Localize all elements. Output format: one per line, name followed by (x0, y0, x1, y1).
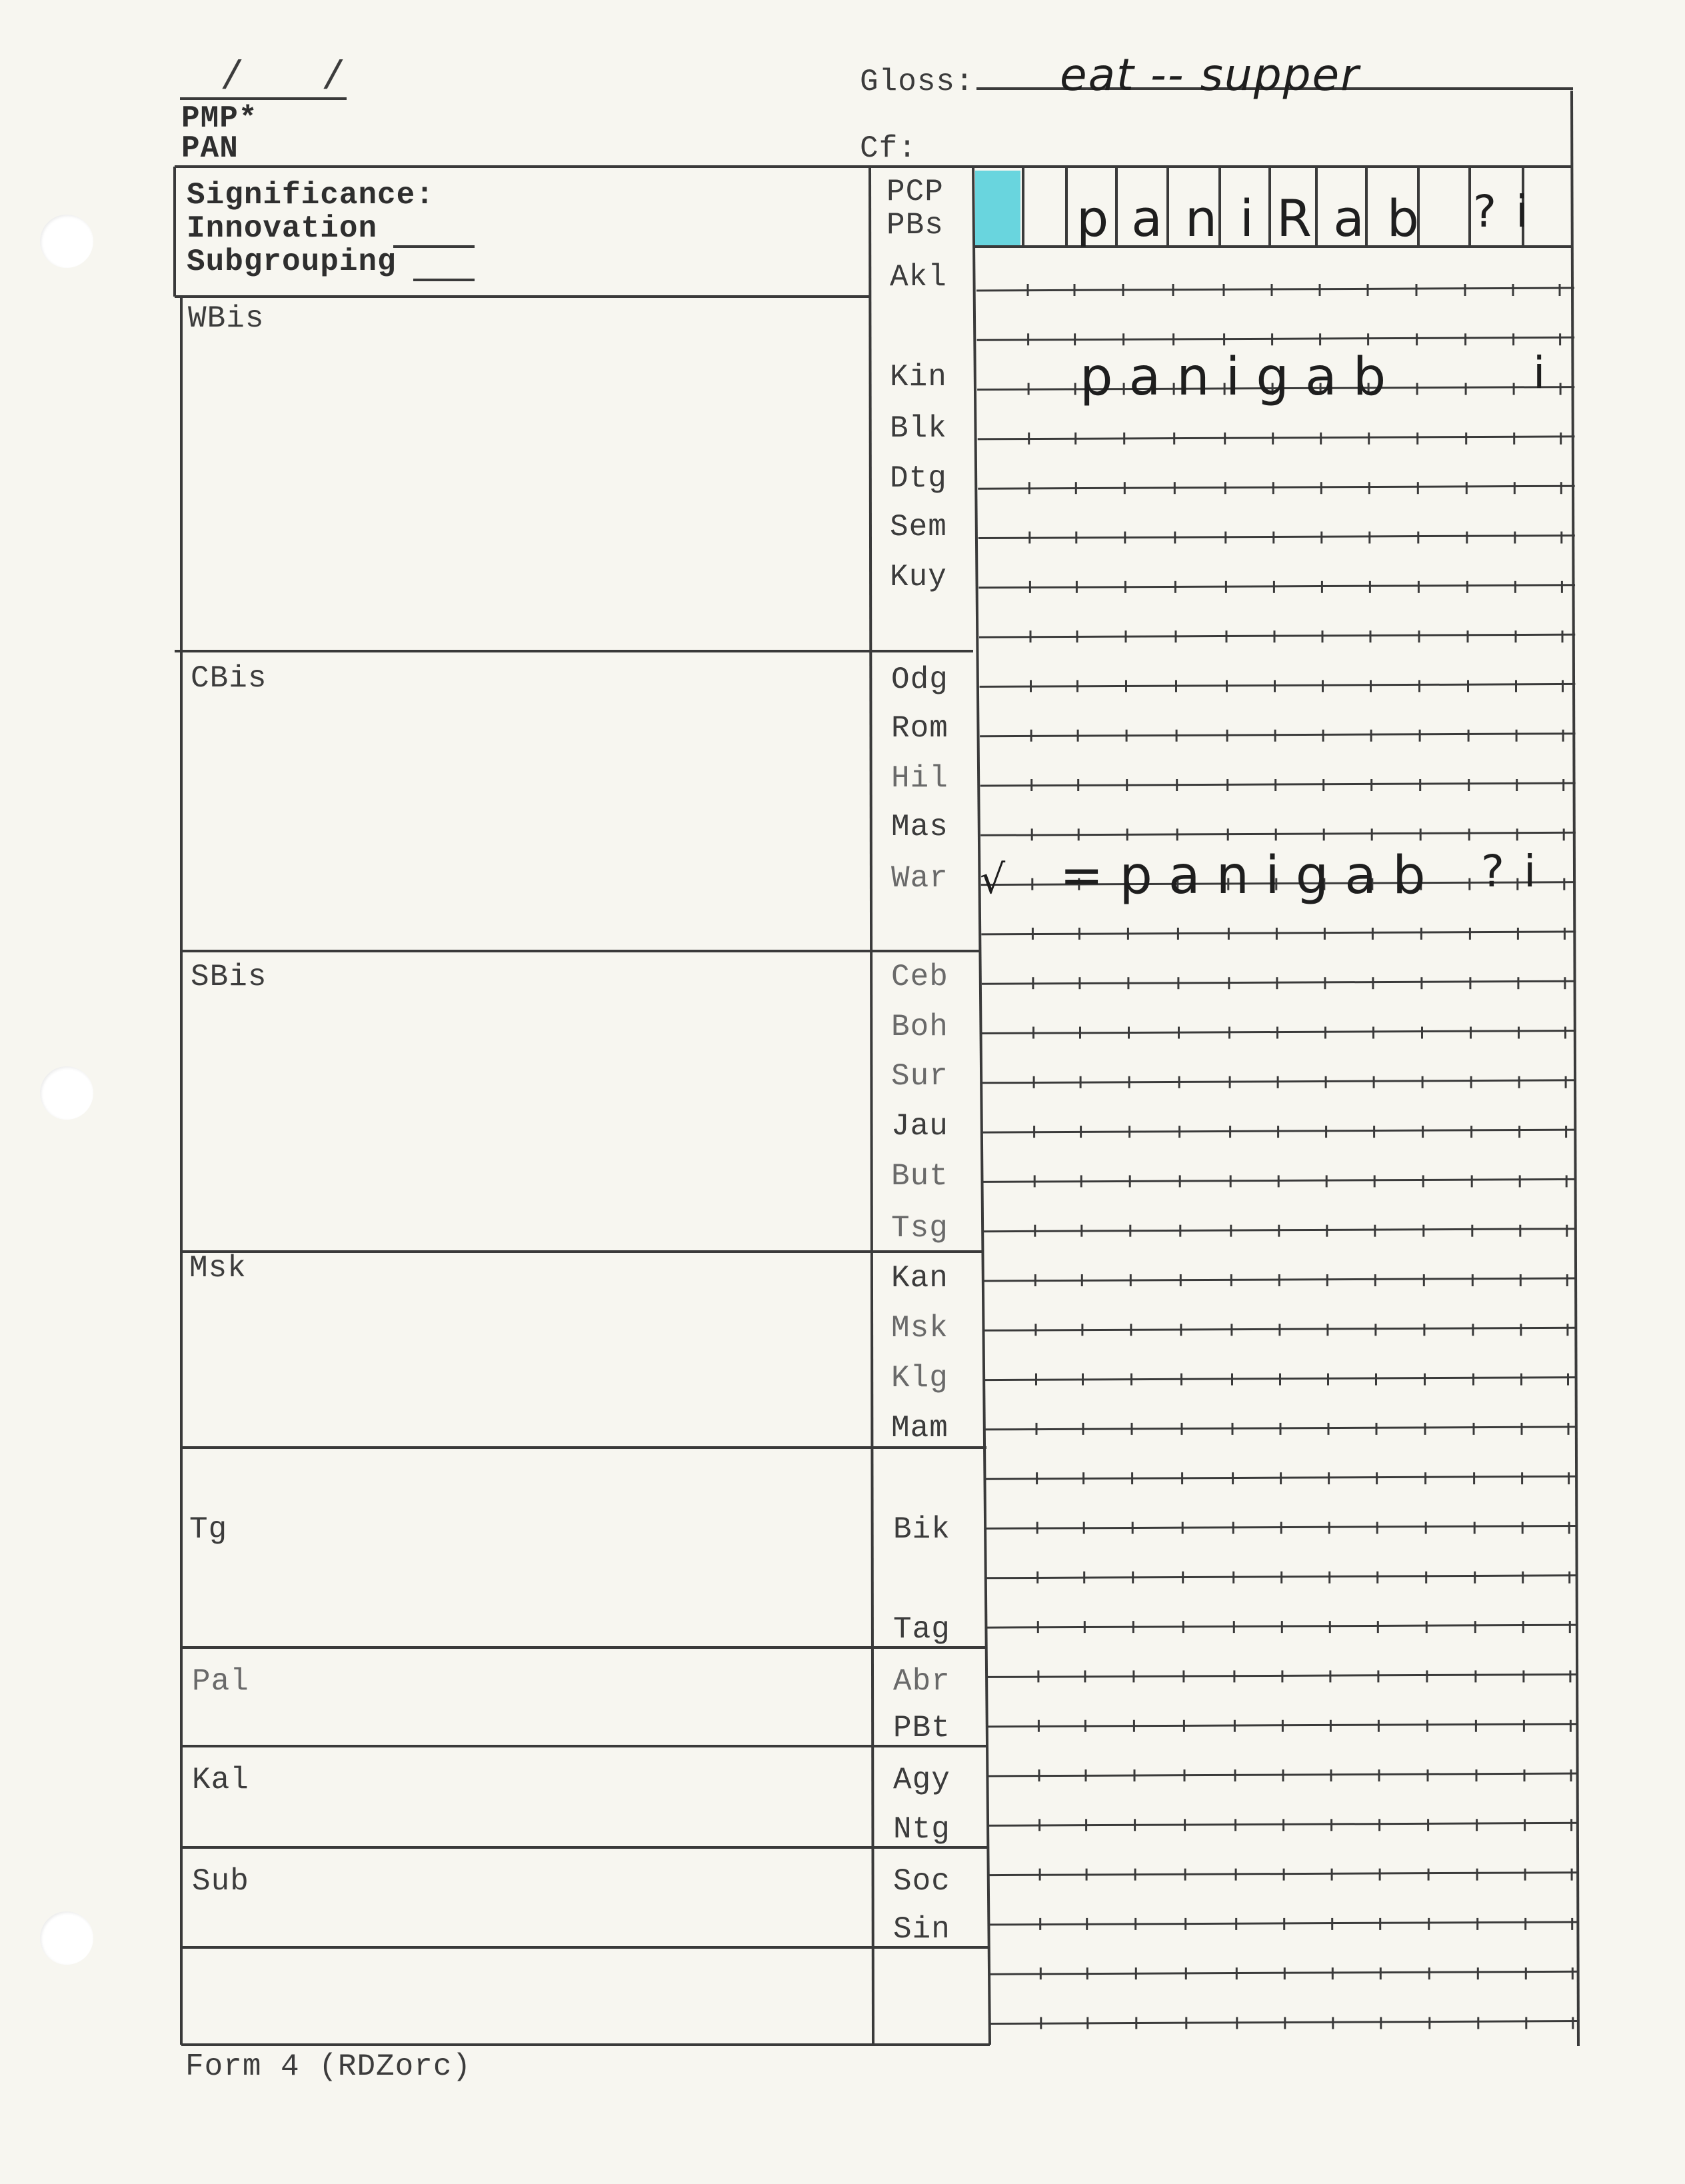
lang-but: But (891, 1159, 948, 1194)
ruled-line (978, 585, 1575, 588)
lang-kan: Kan (891, 1261, 948, 1296)
lang-sur: Sur (891, 1059, 948, 1094)
ruled-line (980, 783, 1576, 786)
ruled-line (978, 437, 1575, 439)
lang-rom: Rom (891, 711, 948, 746)
significance-title: Significance: (187, 178, 435, 213)
entry-war-check: √ (980, 856, 1006, 903)
highlight-swatch (975, 171, 1020, 245)
lang-kin: Kin (890, 360, 947, 395)
entry-pcp-form: paniRab (1076, 189, 1442, 248)
lang-sin: Sin (893, 1912, 950, 1947)
region-msk: Msk (189, 1251, 247, 1286)
ruled-line (982, 1080, 1576, 1083)
lang-soc: Soc (893, 1864, 950, 1899)
region-sub: Sub (192, 1864, 249, 1899)
region-kal: Kal (192, 1763, 249, 1797)
ruled-line (980, 832, 1576, 835)
pmp-label: PMP* (181, 101, 258, 136)
lang-mam: Mam (891, 1411, 948, 1446)
cf-label: Cf: (860, 131, 917, 166)
ruled-line (977, 337, 1575, 340)
entry-war-form: =panigab (1060, 846, 1442, 906)
lang-pbt: PBt (893, 1711, 950, 1745)
entry-kin-suffix: i (1533, 347, 1555, 399)
lang-boh: Boh (891, 1010, 948, 1044)
ruled-line (979, 634, 1575, 637)
lang-msk: Msk (891, 1311, 948, 1346)
ruled-line (978, 536, 1575, 539)
ruled-line (981, 932, 1576, 934)
ruled-line (984, 1278, 1576, 1281)
lang-kuy: Kuy (890, 560, 947, 594)
lang-dtg: Dtg (890, 461, 947, 496)
ruled-line (976, 288, 1574, 291)
lang-pcp: PCP (886, 175, 944, 209)
lang-ceb: Ceb (891, 960, 948, 994)
lang-war: War (891, 861, 948, 896)
lang-ntg: Ntg (893, 1812, 950, 1847)
page-mark: / / (220, 56, 373, 101)
region-sbis: SBis (191, 960, 267, 994)
lang-tsg: Tsg (891, 1211, 948, 1246)
region-wbis: WBis (188, 301, 265, 336)
gloss-value: eat -- supper (1060, 49, 1360, 101)
ruled-line (983, 1179, 1576, 1182)
divider-name-column (870, 167, 873, 2045)
lang-blk: Blk (890, 411, 947, 446)
entry-kin-form: panigab (1080, 347, 1402, 407)
lang-agy: Agy (893, 1763, 950, 1797)
lang-hil: Hil (891, 761, 948, 796)
lang-pbs: PBs (886, 208, 944, 243)
subgrouping-label: Subgrouping (187, 245, 397, 279)
ruled-line (982, 981, 1576, 984)
region-tg: Tg (189, 1512, 228, 1547)
ruled-line (983, 1130, 1576, 1132)
ruled-line (982, 1031, 1576, 1034)
form-footer: Form 4 (RDZorc) (185, 2049, 472, 2084)
lang-bik: Bik (893, 1512, 950, 1547)
divider-data-column (973, 167, 990, 2045)
ruled-line (978, 486, 1574, 489)
lang-klg: Klg (891, 1361, 948, 1396)
lang-jau: Jau (891, 1109, 948, 1144)
region-cbis: CBis (191, 661, 267, 696)
lang-mas: Mas (891, 810, 948, 844)
frame-right (1572, 91, 1578, 2046)
lang-akl: Akl (890, 260, 947, 295)
entry-war-suffix: ? i (1481, 846, 1539, 897)
ruled-line (980, 734, 1575, 736)
innovation-label: Innovation (187, 211, 378, 246)
lang-odg: Odg (891, 662, 948, 697)
lang-tag: Tag (893, 1612, 950, 1647)
ruled-line (984, 1229, 1576, 1232)
gloss-label: Gloss: (860, 65, 974, 99)
region-pal: Pal (192, 1664, 249, 1699)
pan-label: PAN (181, 131, 239, 166)
lang-abr: Abr (893, 1664, 950, 1699)
lang-sem: Sem (890, 510, 947, 545)
ruled-line (980, 684, 1576, 686)
entry-pcp-suffix: ? i (1473, 186, 1531, 237)
